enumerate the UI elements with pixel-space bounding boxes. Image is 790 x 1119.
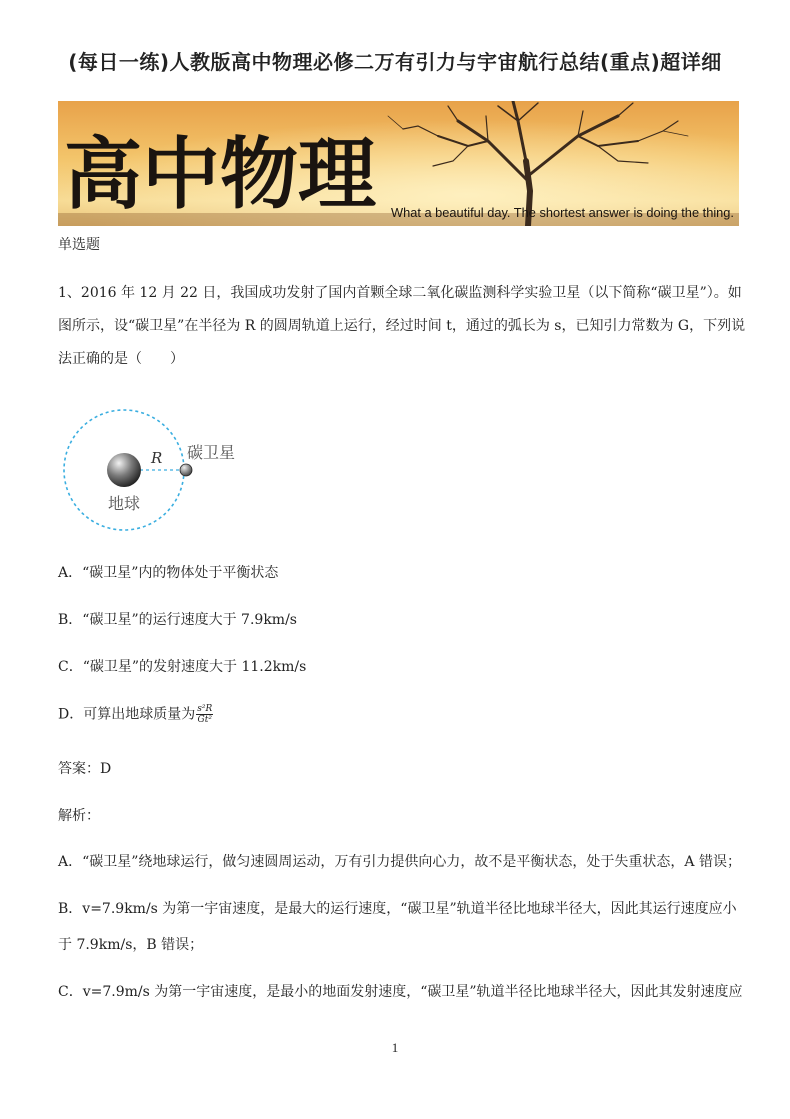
- option-a: A．“碳卫星”内的物体处于平衡状态: [58, 565, 279, 581]
- analysis-a: A．“碳卫星”绕地球运行，做匀速圆周运动，万有引力提供向心力，故不是平衡状态，处于失重状态，A 错误；: [58, 854, 741, 870]
- option-d-text: D．可算出地球质量为: [58, 706, 196, 723]
- option-d: [58, 704, 213, 725]
- analysis-c: C．v=7.9m/s 为第一宇宙速度，是最小的地面发射速度，“碳卫星”轨道半径比地球半径大，因此其发射速度应: [58, 984, 743, 1000]
- mass-formula: [196, 704, 213, 725]
- analysis-b-line1: B．v=7.9km/s 为第一宇宙速度，是最大的运行速度，“碳卫星”轨道半径比地球半径大，因此其运行速度应小: [58, 901, 737, 917]
- question-line: 图所示，设“碳卫星”在半径为 R 的圆周轨道上运行，经过时间 t，通过的弧长为 s，已知引力常数为 G，下列说: [58, 318, 746, 334]
- banner-heading: 高中物理: [64, 129, 377, 220]
- banner-graphic: [58, 101, 739, 226]
- formula-denominator: Gt²: [197, 715, 212, 725]
- earth-label: 地球: [108, 494, 141, 513]
- banner-motto: What a beautiful day. The shortest answer is doing the thing.: [391, 205, 734, 220]
- orbit-diagram: [58, 400, 258, 544]
- analysis-heading: 解析：: [58, 808, 100, 824]
- page-title: (每日一练)人教版高中物理必修二万有引力与宇宙航行总结(重点)超详细: [68, 50, 722, 74]
- option-c: C．“碳卫星”的发射速度大于 11.2km/s: [58, 659, 307, 675]
- section-heading: 单选题: [58, 237, 100, 253]
- analysis-b-line2: 于 7.9km/s，B 错误；: [58, 937, 204, 953]
- earth-sphere: [107, 453, 141, 487]
- radius-label: R: [151, 449, 163, 467]
- formula-numerator: s²R: [197, 704, 213, 714]
- satellite-dot: [180, 464, 192, 476]
- answer-line: 答案：D: [58, 761, 112, 777]
- satellite-label: 碳卫星: [187, 443, 236, 462]
- question-line: 法正确的是（ ）: [58, 351, 184, 367]
- option-b: B．“碳卫星”的运行速度大于 7.9km/s: [58, 612, 297, 628]
- orbit-figure: [58, 400, 258, 540]
- banner-image: [58, 101, 739, 226]
- page-number: 1: [391, 1040, 399, 1055]
- question-text: [58, 277, 746, 376]
- question-line: 1、2016 年 12 月 22 日，我国成功发射了国内首颗全球二氧化碳监测科学实验卫星（以下简称“碳卫星”）。如: [58, 285, 742, 301]
